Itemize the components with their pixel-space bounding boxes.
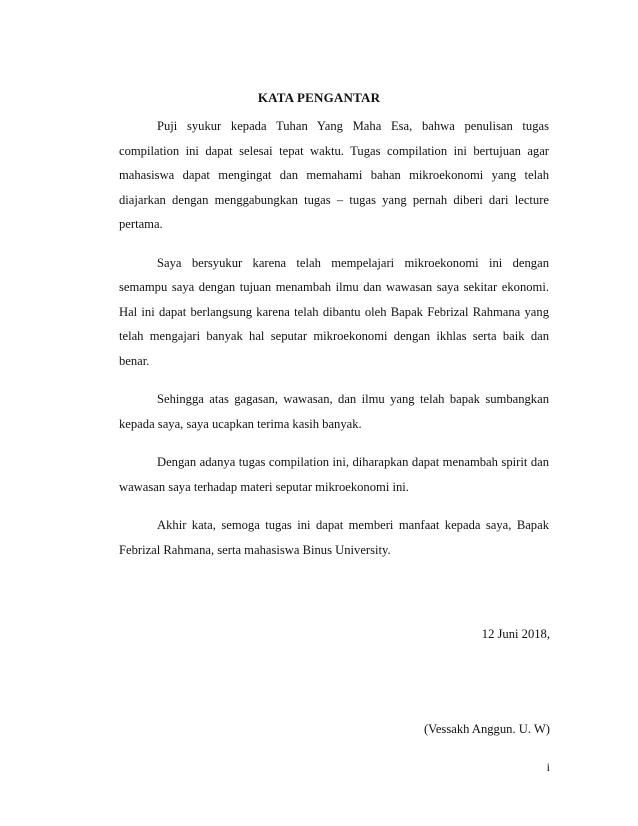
paragraph-1: Puji syukur kepada Tuhan Yang Maha Esa, bahwa penulisan tugas compilation ini dapat selesai tepat waktu. Tugas compilation ini bertujuan agar mahasiswa dapat mengingat dan memahami bahan mikroekonomi yang telah diajarkan dengan menggabungkan tugas – tugas yang pernah diberi dari lecture pertama. [119,119,549,231]
paragraph-4: Dengan adanya tugas compilation ini, diharapkan dapat menambah spirit dan wawasan saya terhadap materi seputar mikroekonomi ini. [119,455,549,494]
paragraph-3: Sehingga atas gagasan, wawasan, dan ilmu yang telah bapak sumbangkan kepada saya, saya ucapkan terima kasih banyak. [119,392,549,431]
paragraph-5: Akhir kata, semoga tugas ini dapat memberi manfaat kepada saya, Bapak Febrizal Rahmana, serta mahasiswa Binus University. [119,518,549,557]
page-title: KATA PENGANTAR [257,90,381,105]
signature-name: (Vessakh Anggun. U. W) [423,722,550,736]
paragraph-2: Saya bersyukur karena telah mempelajari mikroekonomi ini dengan semampu saya dengan tujuan menambah ilmu dan wawasan saya sekitar ekonomi. Hal ini dapat berlangsung karena telah dibantu oleh Bapak Febrizal Rahmana yang telah mengajari banyak hal seputar mikroekonomi dengan ikhlas serta baik dan benar. [119,255,549,368]
body-text [119,114,549,576]
date-line: 12 Juni 2018, [481,627,550,641]
page-number: i [546,760,550,774]
